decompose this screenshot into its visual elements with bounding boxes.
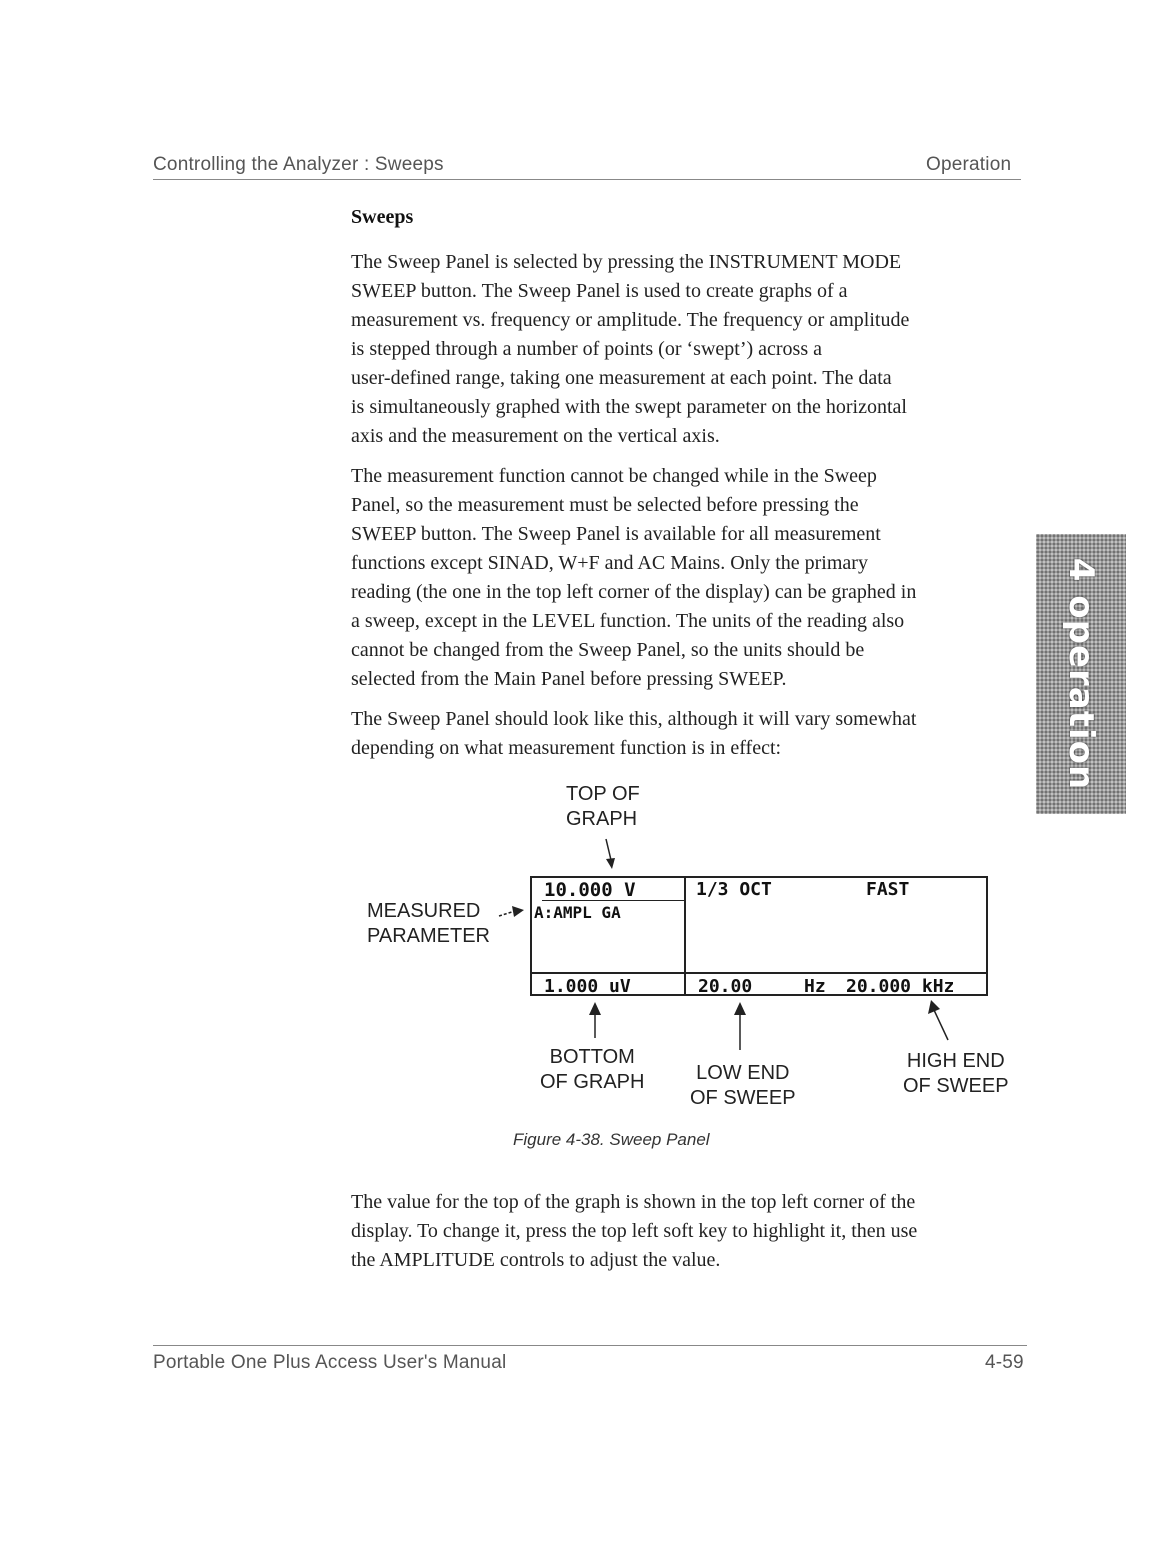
paragraph-2 — [351, 462, 1031, 694]
text-line: SWEEP button. The Sweep Panel is available for all measurement — [351, 523, 881, 545]
label-top-of-graph — [566, 782, 640, 832]
measured-parameter-value[interactable]: A:AMPL GA — [534, 903, 621, 922]
text-line: depending on what measurement function is in effect: — [351, 737, 782, 759]
chapter-tab-label: 4 operation — [1061, 557, 1101, 791]
header-right: Operation — [926, 154, 1012, 175]
label-bottom-of-graph — [540, 1045, 644, 1095]
top-of-graph-value[interactable]: 10.000 V — [544, 879, 636, 901]
text-line: measurement vs. frequency or amplitude. The frequency or amplitude — [351, 309, 910, 331]
text-line: is simultaneously graphed with the swept parameter on the horizontal — [351, 396, 907, 418]
arrow-up-left-icon — [926, 998, 952, 1042]
text-line: cannot be changed from the Sweep Panel, so the units should be — [351, 639, 865, 661]
label-line: OF SWEEP — [903, 1075, 1009, 1097]
arrow-right-icon — [497, 903, 527, 921]
text-line: reading (the one in the top left corner of the display) can be graphed in — [351, 581, 917, 603]
label-high-end — [903, 1049, 1009, 1099]
label-line: OF SWEEP — [690, 1087, 796, 1109]
label-line: HIGH END — [906, 1050, 1005, 1072]
section-title: Sweeps — [351, 206, 414, 228]
label-line: OF GRAPH — [540, 1071, 645, 1093]
bandwidth-value[interactable]: 1/3 OCT — [696, 879, 772, 900]
label-low-end — [690, 1061, 796, 1111]
arrow-down-icon — [598, 838, 622, 872]
text-line: The Sweep Panel should look like this, although it will vary somewhat — [351, 708, 917, 730]
label-line: BOTTOM — [549, 1046, 635, 1068]
chapter-tab — [1036, 534, 1126, 814]
footer-right: 4-59 — [985, 1352, 1024, 1373]
footer-rule — [153, 1345, 1027, 1346]
text-line: a sweep, except in the LEVEL function. The units of the reading also — [351, 610, 905, 632]
text-line: The measurement function cannot be changed while in the Sweep — [351, 465, 877, 487]
paragraph-3 — [351, 705, 1031, 763]
text-line: display. To change it, press the top left soft key to highlight it, then use — [351, 1220, 918, 1242]
paragraph-1 — [351, 248, 1031, 451]
paragraph-4 — [351, 1188, 1031, 1275]
label-line: PARAMETER — [367, 925, 490, 947]
text-line: Panel, so the measurement must be selected before pressing the — [351, 494, 859, 516]
high-end-value[interactable]: 20.000 kHz — [846, 976, 955, 997]
bottom-of-graph-value[interactable]: 1.000 uV — [544, 976, 631, 997]
low-end-unit: Hz — [804, 976, 826, 997]
sweep-panel-display — [530, 876, 988, 996]
speed-value[interactable]: FAST — [866, 879, 910, 900]
label-line: MEASURED — [367, 900, 481, 922]
label-line: TOP OF — [566, 783, 640, 805]
text-line: SWEEP button. The Sweep Panel is used to create graphs of a — [351, 280, 848, 302]
text-line: the AMPLITUDE controls to adjust the value. — [351, 1249, 721, 1271]
header-left: Controlling the Analyzer : Sweeps — [153, 154, 444, 175]
label-line: GRAPH — [566, 808, 638, 830]
arrow-up-icon — [585, 1000, 605, 1040]
figure-caption: Figure 4-38. Sweep Panel — [513, 1130, 710, 1149]
label-measured-parameter — [367, 899, 490, 949]
arrow-up-icon — [730, 1000, 750, 1052]
text-line: The value for the top of the graph is shown in the top left corner of the — [351, 1191, 916, 1213]
label-line: LOW END — [696, 1062, 790, 1084]
text-line: user-defined range, taking one measurement at each point. The data — [351, 367, 892, 389]
text-line: selected from the Main Panel before pressing SWEEP. — [351, 668, 787, 690]
panel-divider — [532, 972, 986, 974]
text-line: is stepped through a number of points (or ‘swept’) across a — [351, 338, 822, 360]
header-rule — [153, 179, 1021, 180]
footer-left: Portable One Plus Access User's Manual — [153, 1352, 507, 1373]
text-line: The Sweep Panel is selected by pressing the INSTRUMENT MODE — [351, 251, 902, 273]
panel-divider — [684, 878, 686, 994]
text-line: functions except SINAD, W+F and AC Mains. Only the primary — [351, 552, 868, 574]
text-line: axis and the measurement on the vertical axis. — [351, 425, 720, 447]
low-end-value[interactable]: 20.00 — [698, 976, 753, 997]
